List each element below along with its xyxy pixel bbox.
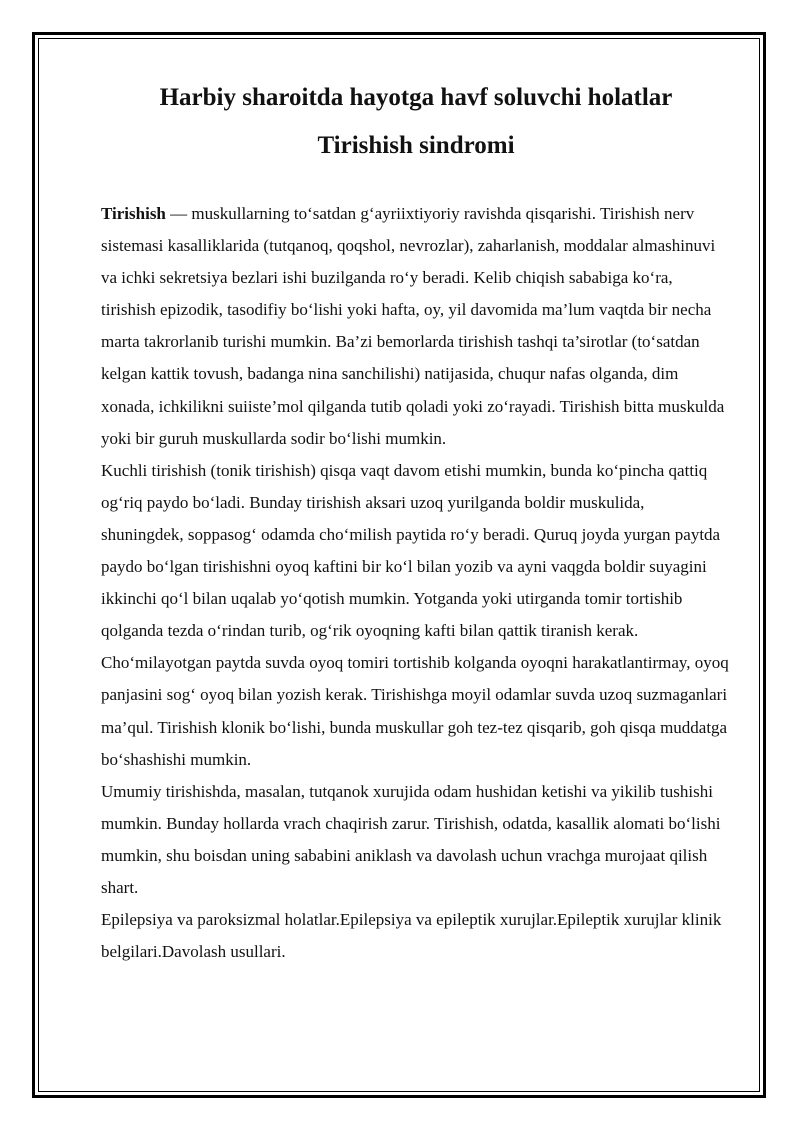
paragraph-tonic: Kuchli tirishish (tonik tirishish) qisqa vaqt davom etishi mumkin, bunda ko‘pincha qattiq og‘riq paydo bo‘ladi. Bunday tirishish aksari uzoq yurilganda boldir muskulida, shuningdek, soppasog‘ odamda cho‘milish paytida ro‘y beradi. Quruq joyda yurgan paytda paydo bo‘lgan tirishishni oyoq kaftini bir ko‘l bilan yozib va ayni vaqgda boldir suyagini ikkinchi qo‘l bilan uqalab yo‘qotish mumkin. Yotganda yoki utirganda tomir tortishib qolganda tezda o‘rindan turib, og‘rik oyoqning kafti bilan qattik tiranish kerak. Cho‘milayotgan paytda suvda oyoq tomiri tortishib kolganda oyoqni harakatlantirmay, oyoq panjasini sog‘ oyoq bilan yozish kerak. Tirishishga moyil odamlar suvda uzoq suzmaganlari ma’qul. Tirishish klonik bo‘lishi, bunda muskullar goh tez-tez qisqarib, goh qisqa muddatga bo‘shashishi mumkin. bbox=[101, 460, 729, 769]
paragraph-definition-text: — muskullarning to‘satdan g‘ayriixtiyoriy ravishda qisqarishi. Tirishish nerv sistemasi kasalliklarida (tutqanoq, qoqshol, nevrozlar), zaharlanish, moddalar almashinuvi va ichki sekretsiya bezlari ishi buzilganda ro‘y beradi. Kelib chiqish sababiga ko‘ra, tirishish epizodik, tasodifiy bo‘lishi yoki hafta, oy, yil davomida ma’lum vaqtda bir necha marta takrorlanib turishi mumkin. Ba’zi bemorlarda tirishish tashqi ta’sirotlar (to‘satdan kelgan kattik tovush, badanga nina sanchilishi) natijasida, chuqur nafas olganda, dim xonada, ichkilikni suiiste’mol qilganda tutib qoladi yoki zo‘rayadi. Tirishish bitta muskulda yoki bir guruh muskullarda sodir bo‘lishi mumkin. bbox=[101, 204, 725, 448]
paragraph-definition bbox=[101, 198, 731, 455]
paragraph-general: Umumiy tirishishda, masalan, tutqanok xurujida odam hushidan ketishi va yikilib tushishi mumkin. Bunday hollarda vrach chaqirish zarur. Tirishish, odatda, kasallik alomati bo‘lishi mumkin, shu boisdan uning sababini aniklash va davolash uchun vrachga murojaat qilish shart. bbox=[101, 781, 721, 897]
paragraph-epilepsy: Epilepsiya va paroksizmal holatlar.Epilepsiya va epileptik xurujlar.Epileptik xurujlar klinik belgilari.Davolash usullari. bbox=[101, 910, 722, 962]
document-title: Harbiy sharoitda hayotga havf soluvchi holatlar bbox=[159, 84, 673, 111]
document-subtitle: Tirishish sindromi bbox=[317, 132, 515, 159]
document-body bbox=[101, 198, 731, 968]
term-tirishish: Tirishish bbox=[101, 204, 166, 223]
document-content bbox=[101, 74, 731, 968]
